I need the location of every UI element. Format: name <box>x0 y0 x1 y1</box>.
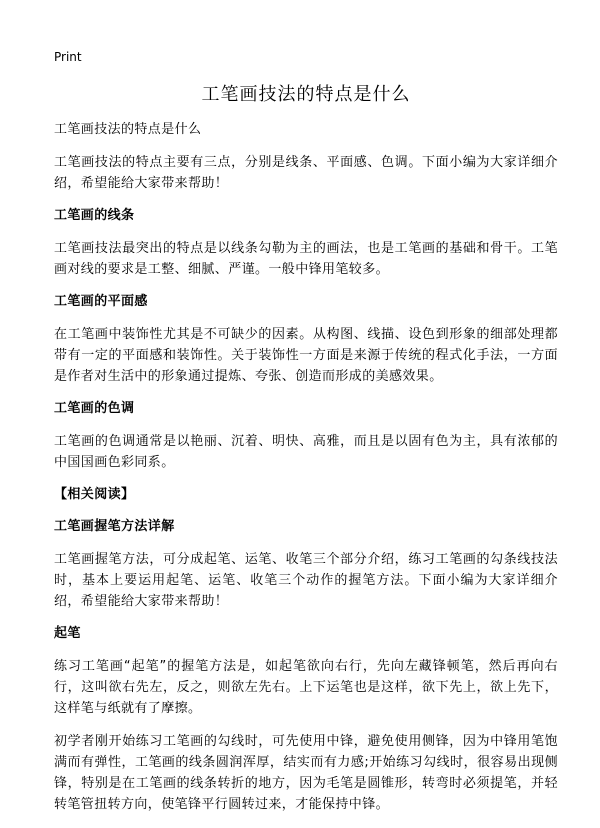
related-intro-paragraph: 工笔画握笔方法，可分成起笔、运笔、收笔三个部分介绍，练习工笔画的勾条线技法时，基本上要运用起笔、运笔、收笔三个动作的握笔方法。下面小编为大家详细介绍，希望能给大家带来帮助！ <box>54 552 558 609</box>
related-heading: 工笔画握笔方法详解 <box>54 519 175 534</box>
section-heading-lines: 工笔画的线条 <box>54 208 135 223</box>
print-link[interactable]: Print <box>54 50 82 64</box>
related-reading-label: 【相关阅读】 <box>54 487 135 502</box>
section-text-color: 工笔画的色调通常是以艳丽、沉着、明快、高雅，而且是以固有色为主，具有浓郁的中国国画色彩同系。 <box>54 434 558 470</box>
section-text-flatness: 在工笔画中装饰性尤其是不可缺少的因素。从构图、线描、设色到形象的细部处理都带有一定的平面感和装饰性。关于装饰性一方面是来源于传统的程式化手法，一方面是作者对生活中的形象通过提炼、夸张、创造而形成的美感效果。 <box>54 327 558 384</box>
related-paragraph-2: 初学者刚开始练习工笔画的勾线时，可先使用中锋，避免使用侧锋，因为中锋用笔饱满而有弹性，工笔画的线条圆润浑厚，结实而有力感;开始练习勾线时，很容易出现侧锋，特别是在工笔画的线条转折的地方，因为毛笔是圆锥形，转弯时必须提笔，并轻转笔管扭转方向，使笔锋平行圆转过来，才能保持中锋。 <box>54 734 558 812</box>
related-sub-heading: 起笔 <box>54 626 81 641</box>
subtitle-paragraph: 工笔画技法的特点是什么 <box>54 122 202 137</box>
section-heading-color: 工笔画的色调 <box>54 401 135 416</box>
page-title: 工笔画技法的特点是什么 <box>201 84 411 105</box>
section-heading-flatness: 工笔画的平面感 <box>54 294 148 309</box>
section-text-lines: 工笔画技法最突出的特点是以线条勾勒为主的画法，也是工笔画的基础和骨干。工笔画对线的要求是工整、细腻、严谨。一般中锋用笔较多。 <box>54 241 558 277</box>
intro-paragraph: 工笔画技法的特点主要有三点，分别是线条、平面感、色调。下面小编为大家详细介绍，希望能给大家带来帮助！ <box>54 155 558 191</box>
related-paragraph-1: 练习工笔画“起笔”的握笔方法是，如起笔欲向右行，先向左藏锋顿笔，然后再向右行，这叫欲右先左，反之，则欲左先右。上下运笔也是这样，欲下先上，欲上先下，这样笔与纸就有了摩擦。 <box>54 659 558 716</box>
